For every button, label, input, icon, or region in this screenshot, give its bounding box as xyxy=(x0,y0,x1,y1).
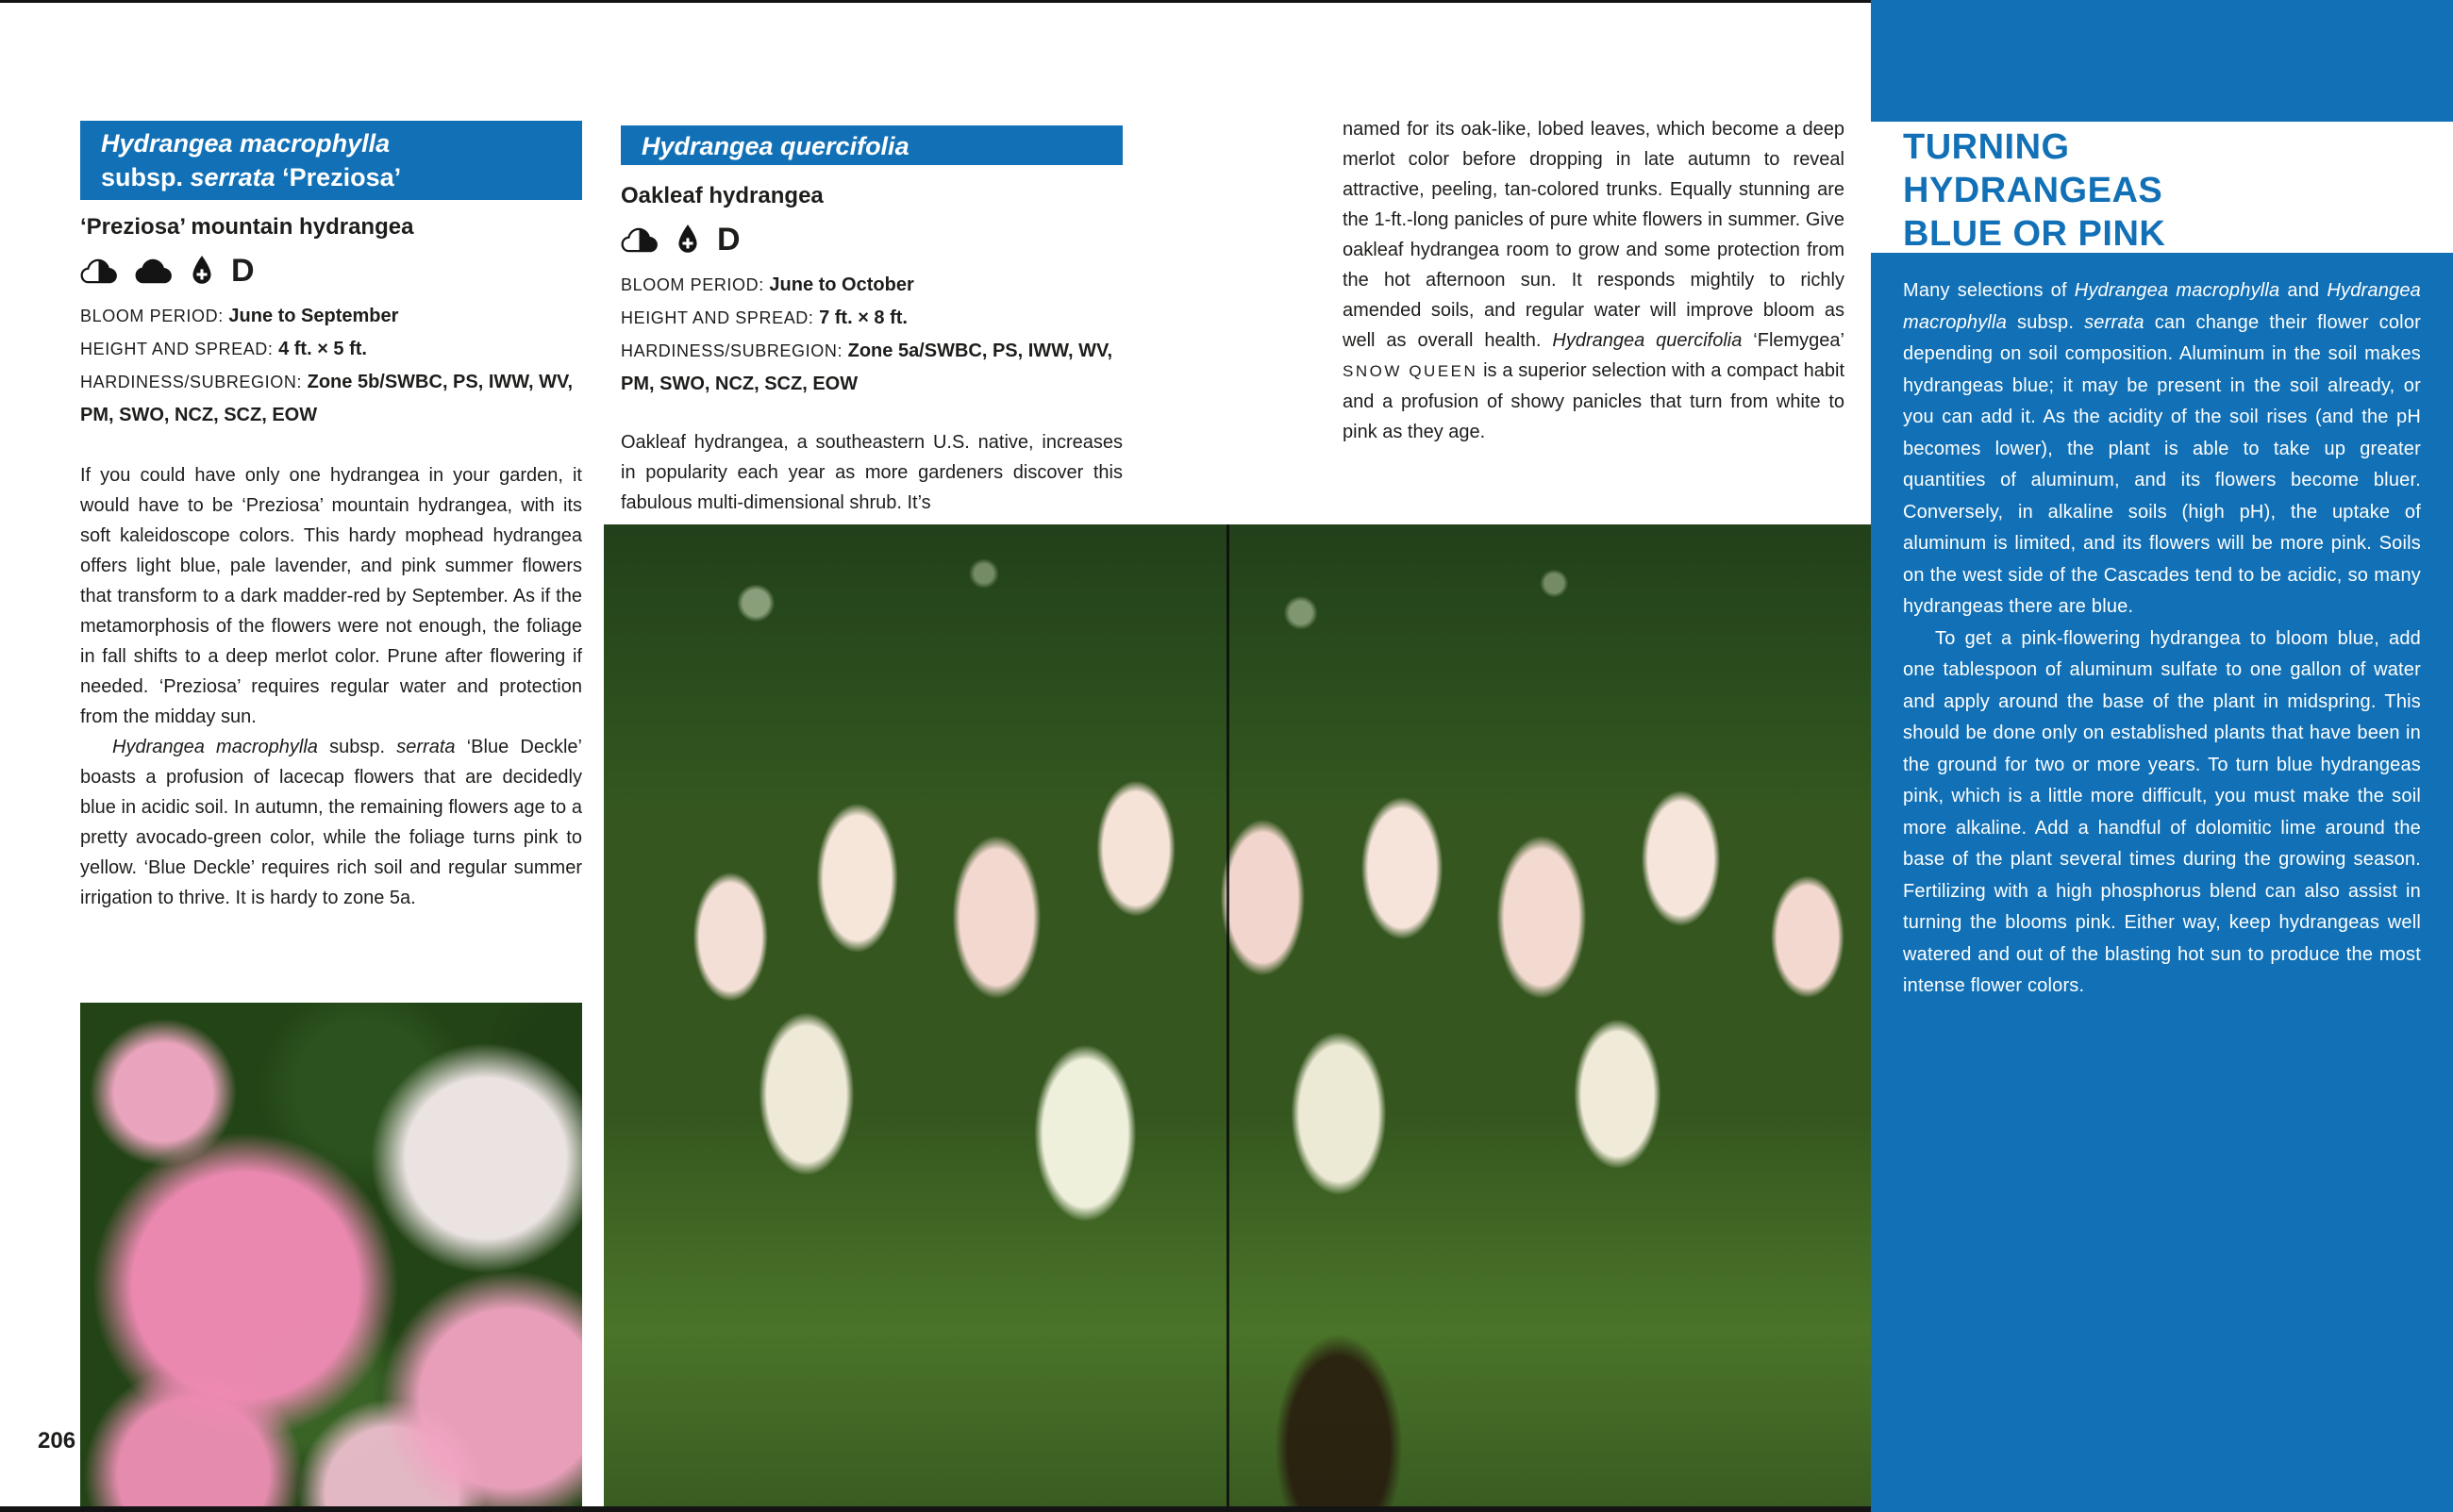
sidebar-title xyxy=(1903,125,2165,253)
partial-shade-icon xyxy=(621,226,659,254)
paragraph: named for its oak-like, lobed leaves, which become a deep merlot color before dropping in late autumn to reveal attractive, peeling, tan-colored trunks. Equally stunning are the 1-ft.-long panicles of pure white flowers in summer. Give oakleaf hydrangea room to grow and some protection from the hot afternoon sun. It responds mightily to richly amended soils, and regular water will improve bloom as well as overall health. Hydrangea quercifolia ‘Flemygea’ SNOW QUEEN is a superior selection with a compact habit and a profusion of showy panicles that turn from white to pink as they age. xyxy=(1343,119,1844,442)
detail-hardiness: HARDINESS/SUBREGION: Zone 5a/SWBC, PS, IWW, WV, PM, SWO, NCZ, SCZ, EOW xyxy=(621,341,1113,394)
letter-d-icon: D xyxy=(717,222,741,258)
paragraph: Many selections of Hydrangea macrophylla and Hydrangea macrophylla subsp. serrata can change their flower color depending on soil composition. Aluminum in the soil makes hydrangeas blue; it may be present in the soil already, or you can add it. As the acidity of the soil rises (and the pH becomes lower), the plant is able to take up greater quantities of aluminum, and its flowers become bluer. Conversely, in alkaline soils (high pH), the uptake of aluminum is limited, and its flowers will be more pink. Soils on the west side of the Cascades tend to be acidic, so many hydrangeas there are blue. xyxy=(1903,280,2422,617)
entry-preziosa-title-banner xyxy=(80,121,582,200)
care-icons xyxy=(621,224,1123,256)
detail-height-spread: HEIGHT AND SPREAD: 7 ft. × 8 ft. xyxy=(621,307,908,328)
sidebar-body xyxy=(1903,275,2421,1003)
species-title-line: subsp. serrata ‘Preziosa’ xyxy=(101,163,402,191)
entry-quercifolia xyxy=(621,125,1123,518)
paragraph: Oakleaf hydrangea, a southeastern U.S. native, increases in popularity each year as more gardeners discover this fabulous multi-dimensional shrub. It’s xyxy=(621,432,1123,513)
detail-bloom-period: BLOOM PERIOD: June to September xyxy=(80,306,399,326)
common-name: ‘Preziosa’ mountain hydrangea xyxy=(80,214,414,240)
paragraph: Hydrangea macrophylla subsp. serrata ‘Blue Deckle’ boasts a profusion of lacecap flowers that are decidedly blue in acidic soil. In autumn, the remaining flowers age to a pretty avocado-green color, while the foliage turns pink to yellow. ‘Blue Deckle’ requires rich soil and regular summer irrigation to thrive. It is hardy to zone 5a. xyxy=(80,737,582,908)
paragraph: If you could have only one hydrangea in your garden, it would have to be ‘Preziosa’ mountain hydrangea, with its soft kaleidoscope colors. This hardy mophead hydrangea offers light blue, pale lavender, and pink summer flowers that transform to a dark madder-red by September. As if the metamorphosis of the flowers were not enough, the foliage in fall shifts to a deep merlot color. Prune after flowering if needed. ‘Preziosa’ requires regular water and protection from the midday sun. xyxy=(80,465,582,727)
plant-details xyxy=(80,300,582,432)
photo-pink-hydrangea xyxy=(80,1003,582,1506)
paragraph: To get a pink-flowering hydrangea to bloom blue, add one tablespoon of aluminum sulfate to one gallon of water and apply around the base of the plant in midspring. This should be done only on established plants that have been in the ground for two or more years. To turn blue hydrangeas pink, which is a little more difficult, you must make the soil more alkaline. Add a handful of dolomitic lime around the base of the plant several times during the growing season. Fertilizing with a high phosphorus blend can also assist in turning the blooms pink. Either way, keep hydrangeas well watered and out of the blasting hot sun to produce the most intense flower colors. xyxy=(1903,627,2421,996)
sidebar-turning-hydrangeas xyxy=(1871,0,2453,1512)
sidebar-title-line: TURNING xyxy=(1903,127,2070,167)
sidebar-title-line: HYDRANGEAS xyxy=(1903,171,2163,210)
water-drop-icon xyxy=(190,255,214,287)
detail-hardiness: HARDINESS/SUBREGION: Zone 5b/SWBC, PS, IWW, WV, PM, SWO, NCZ, SCZ, EOW xyxy=(80,372,574,425)
species-title-line: Hydrangea macrophylla xyxy=(101,129,391,158)
letter-d-icon: D xyxy=(231,253,255,289)
sidebar-title-band xyxy=(1871,122,2453,253)
sidebar-title-line: BLUE OR PINK xyxy=(1903,214,2166,253)
photo-oakleaf-hydrangea xyxy=(604,524,1871,1506)
page-gutter-seam xyxy=(1226,524,1229,1506)
plant-details xyxy=(621,269,1123,401)
entry-preziosa-body xyxy=(80,460,582,913)
common-name: Oakleaf hydrangea xyxy=(621,183,824,208)
water-drop-icon xyxy=(676,224,700,256)
entry-quercifolia-continuation xyxy=(1343,114,1844,447)
care-icons xyxy=(80,255,582,287)
entry-quercifolia-body xyxy=(621,427,1123,518)
detail-height-spread: HEIGHT AND SPREAD: 4 ft. × 5 ft. xyxy=(80,339,367,359)
detail-bloom-period: BLOOM PERIOD: June to October xyxy=(621,274,914,295)
partial-shade-icon xyxy=(80,258,118,285)
entry-quercifolia-title-banner xyxy=(621,125,1123,165)
shade-icon xyxy=(135,258,173,285)
page-number: 206 xyxy=(38,1428,76,1454)
entry-preziosa xyxy=(80,121,582,913)
species-title-line: Hydrangea quercifolia xyxy=(642,132,909,160)
